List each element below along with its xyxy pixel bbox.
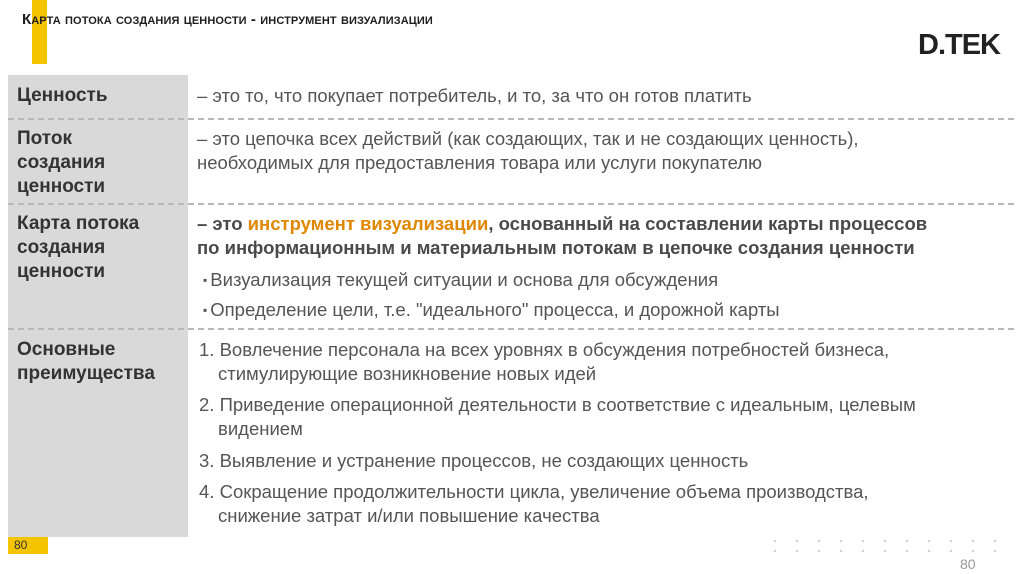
term-value-stream [17, 127, 105, 199]
desc-line: необходимых для предоставления товара или услуги покупателю [197, 152, 762, 173]
term-line: создания [17, 152, 106, 173]
benefit-item [199, 338, 889, 386]
item-text-cont: снижение затрат и/или повышение качества [218, 505, 600, 526]
dtek-logo [918, 28, 998, 62]
decorative-dots [770, 536, 1000, 556]
desc-prefix: – это [197, 213, 248, 234]
bullet-item [203, 268, 718, 292]
desc-value [197, 84, 752, 108]
item-number: 3. [199, 450, 215, 471]
desc-value-stream [197, 127, 859, 175]
desc-line: – это цепочка всех действий (как создающих, так и не создающих ценность), [197, 128, 859, 149]
bullet-item [203, 298, 780, 322]
desc-value-stream-map [197, 212, 927, 260]
bullet-icon: ▪ [203, 273, 208, 287]
bullet-text: Определение цели, т.е. "идеального" процесса, и дорожной карты [210, 299, 780, 320]
benefit-item [199, 480, 869, 528]
desc-line: по информационным и материальным потокам в цепочке создания ценности [197, 237, 915, 258]
item-text: Приведение операционной деятельности в соответствие с идеальным, целевым [219, 394, 916, 415]
desc-line: – это то, что покупает потребитель, и то, за что он готов платить [197, 85, 752, 106]
page-title: Карта потока создания ценности - инструмент визуализации [22, 11, 433, 28]
term-line: Основные [17, 339, 116, 360]
term-line: Поток [17, 128, 72, 149]
item-text-cont: видением [218, 418, 303, 439]
page-number: 80 [960, 556, 976, 572]
desc-accent: инструмент визуализации [247, 213, 489, 234]
benefit-item [199, 393, 916, 441]
item-number: 4. [199, 481, 215, 502]
term-line: преимущества [17, 363, 155, 384]
desc-line [197, 212, 927, 236]
logo-text: D.TEK [918, 29, 1000, 61]
row-divider [8, 203, 1014, 205]
item-text-cont: стимулирующие возникновение новых идей [218, 363, 597, 384]
item-text: Сокращение продолжительности цикла, увеличение объема производства, [219, 481, 869, 502]
row-divider [8, 328, 1014, 330]
term-line: Ценность [17, 85, 108, 106]
term-benefits [17, 338, 155, 386]
term-value [17, 84, 108, 108]
term-value-stream-map [17, 212, 139, 284]
bullet-icon: ▪ [203, 303, 208, 317]
term-line: ценности [17, 261, 106, 282]
desc-suffix: , основанный на составлении карты процессов [488, 213, 928, 234]
item-text: Выявление и устранение процессов, не создающих ценность [219, 450, 749, 471]
row-divider [8, 118, 1014, 120]
title-accent-strip [32, 0, 47, 64]
bullet-text: Визуализация текущей ситуации и основа для обсуждения [210, 269, 719, 290]
item-number: 1. [199, 339, 215, 360]
term-line: создания [17, 237, 106, 258]
term-line: Карта потока [17, 213, 140, 234]
page-badge: 80 [8, 537, 48, 554]
term-line: ценности [17, 176, 106, 197]
item-text: Вовлечение персонала на всех уровнях в обсуждения потребностей бизнеса, [219, 339, 890, 360]
item-number: 2. [199, 394, 215, 415]
benefit-item [199, 449, 748, 473]
